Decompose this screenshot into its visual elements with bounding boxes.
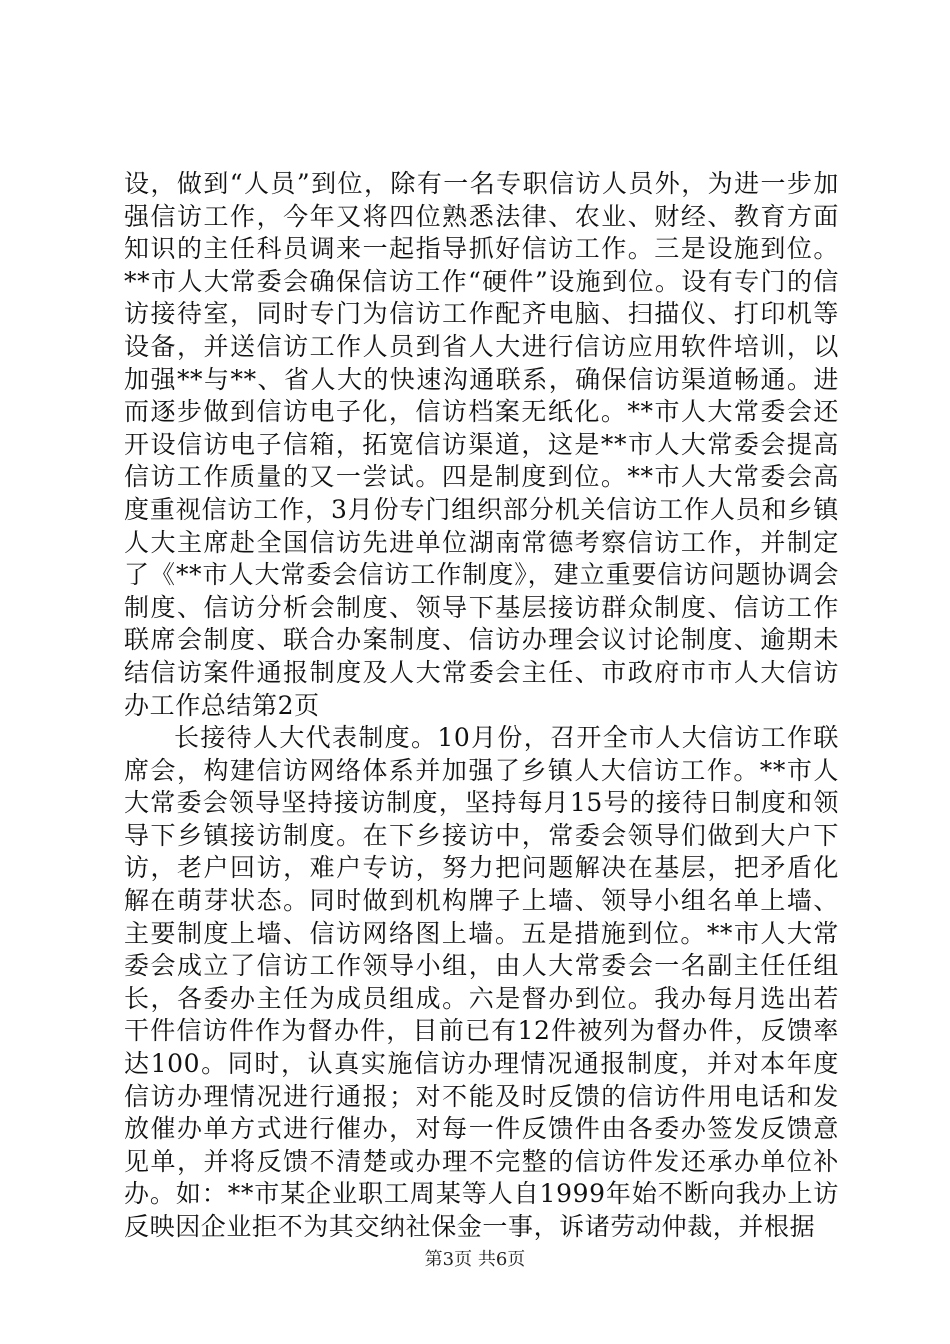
paragraph-indented: 长接待人大代表制度。10月份，召开全市人大信访工作联席会，构建信访网络体系并加强了乡镇人大信访工作。**市人大常委会领导坚持接访制度，坚持每月15号的接待日制度和领导下乡镇接访制度。在下乡接访中，常委会领导们做到大户下访，老户回访，难户专访，努力把问题解决在基层，把矛盾化解在萌芽状态。同时做到机构牌子上墙、领导小组名单上墙、主要制度上墙、信访网络图上墙。五是措施到位。**市人大常委会成立了信访工作领导小组，由人大常委会一名副主任任组长，各委办主任为成员组成。六是督办到位。我办每月选出若干件信访件作为督办件，目前已有12件被列为督办件，反馈率达100。同时，认真实施信访办理情况通报制度，并对本年度信访办理情况进行通报；对不能及时反馈的信访件用电话和发放催办单方式进行催办，对每一件反馈件由各委办签发反馈意见单，并将反馈不清楚或办理不完整的信访件发还承办单位补办。如：**市某企业职工周某等人自1999年始不断向我办上访反映因企业拒不为其交纳社保金一事，诉诸劳动仲裁，并根据 — [124, 723, 839, 1241]
document-body — [124, 168, 839, 1244]
paragraph-continued: 设，做到“人员”到位，除有一名专职信访人员外，为进一步加强信访工作，今年又将四位熟悉法律、农业、财经、教育方面知识的主任科员调来一起指导抓好信访工作。三是设施到位。**市人大常委会确保信访工作“硬件”设施到位。设有专门的信访接待室，同时专门为信访工作配齐电脑、扫描仪、打印机等设备，并送信访工作人员到省人大进行信访应用软件培训，以加强**与**、省人大的快速沟通联系，确保信访渠道畅通。进而逐步做到信访电子化，信访档案无纸化。**市人大常委会还开设信访电子信箱，拓宽信访渠道，这是**市人大常委会提高信访工作质量的又一尝试。四是制度到位。**市人大常委会高度重视信访工作，3月份专门组织部分机关信访工作人员和乡镇人大主席赴全国信访先进单位湖南常德考察信访工作，并制定了《**市人大常委会信访工作制度》，建立重要信访问题协调会制度、信访分析会制度、领导下基层接访群众制度、信访工作联席会制度、联合办案制度、信访办理会议讨论制度、逾期未结信访案件通报制度及人大常委会主任、市政府市市人大信访办工作总结第2页 — [124, 169, 839, 720]
page-footer: 第3页 共6页 — [424, 1249, 526, 1270]
